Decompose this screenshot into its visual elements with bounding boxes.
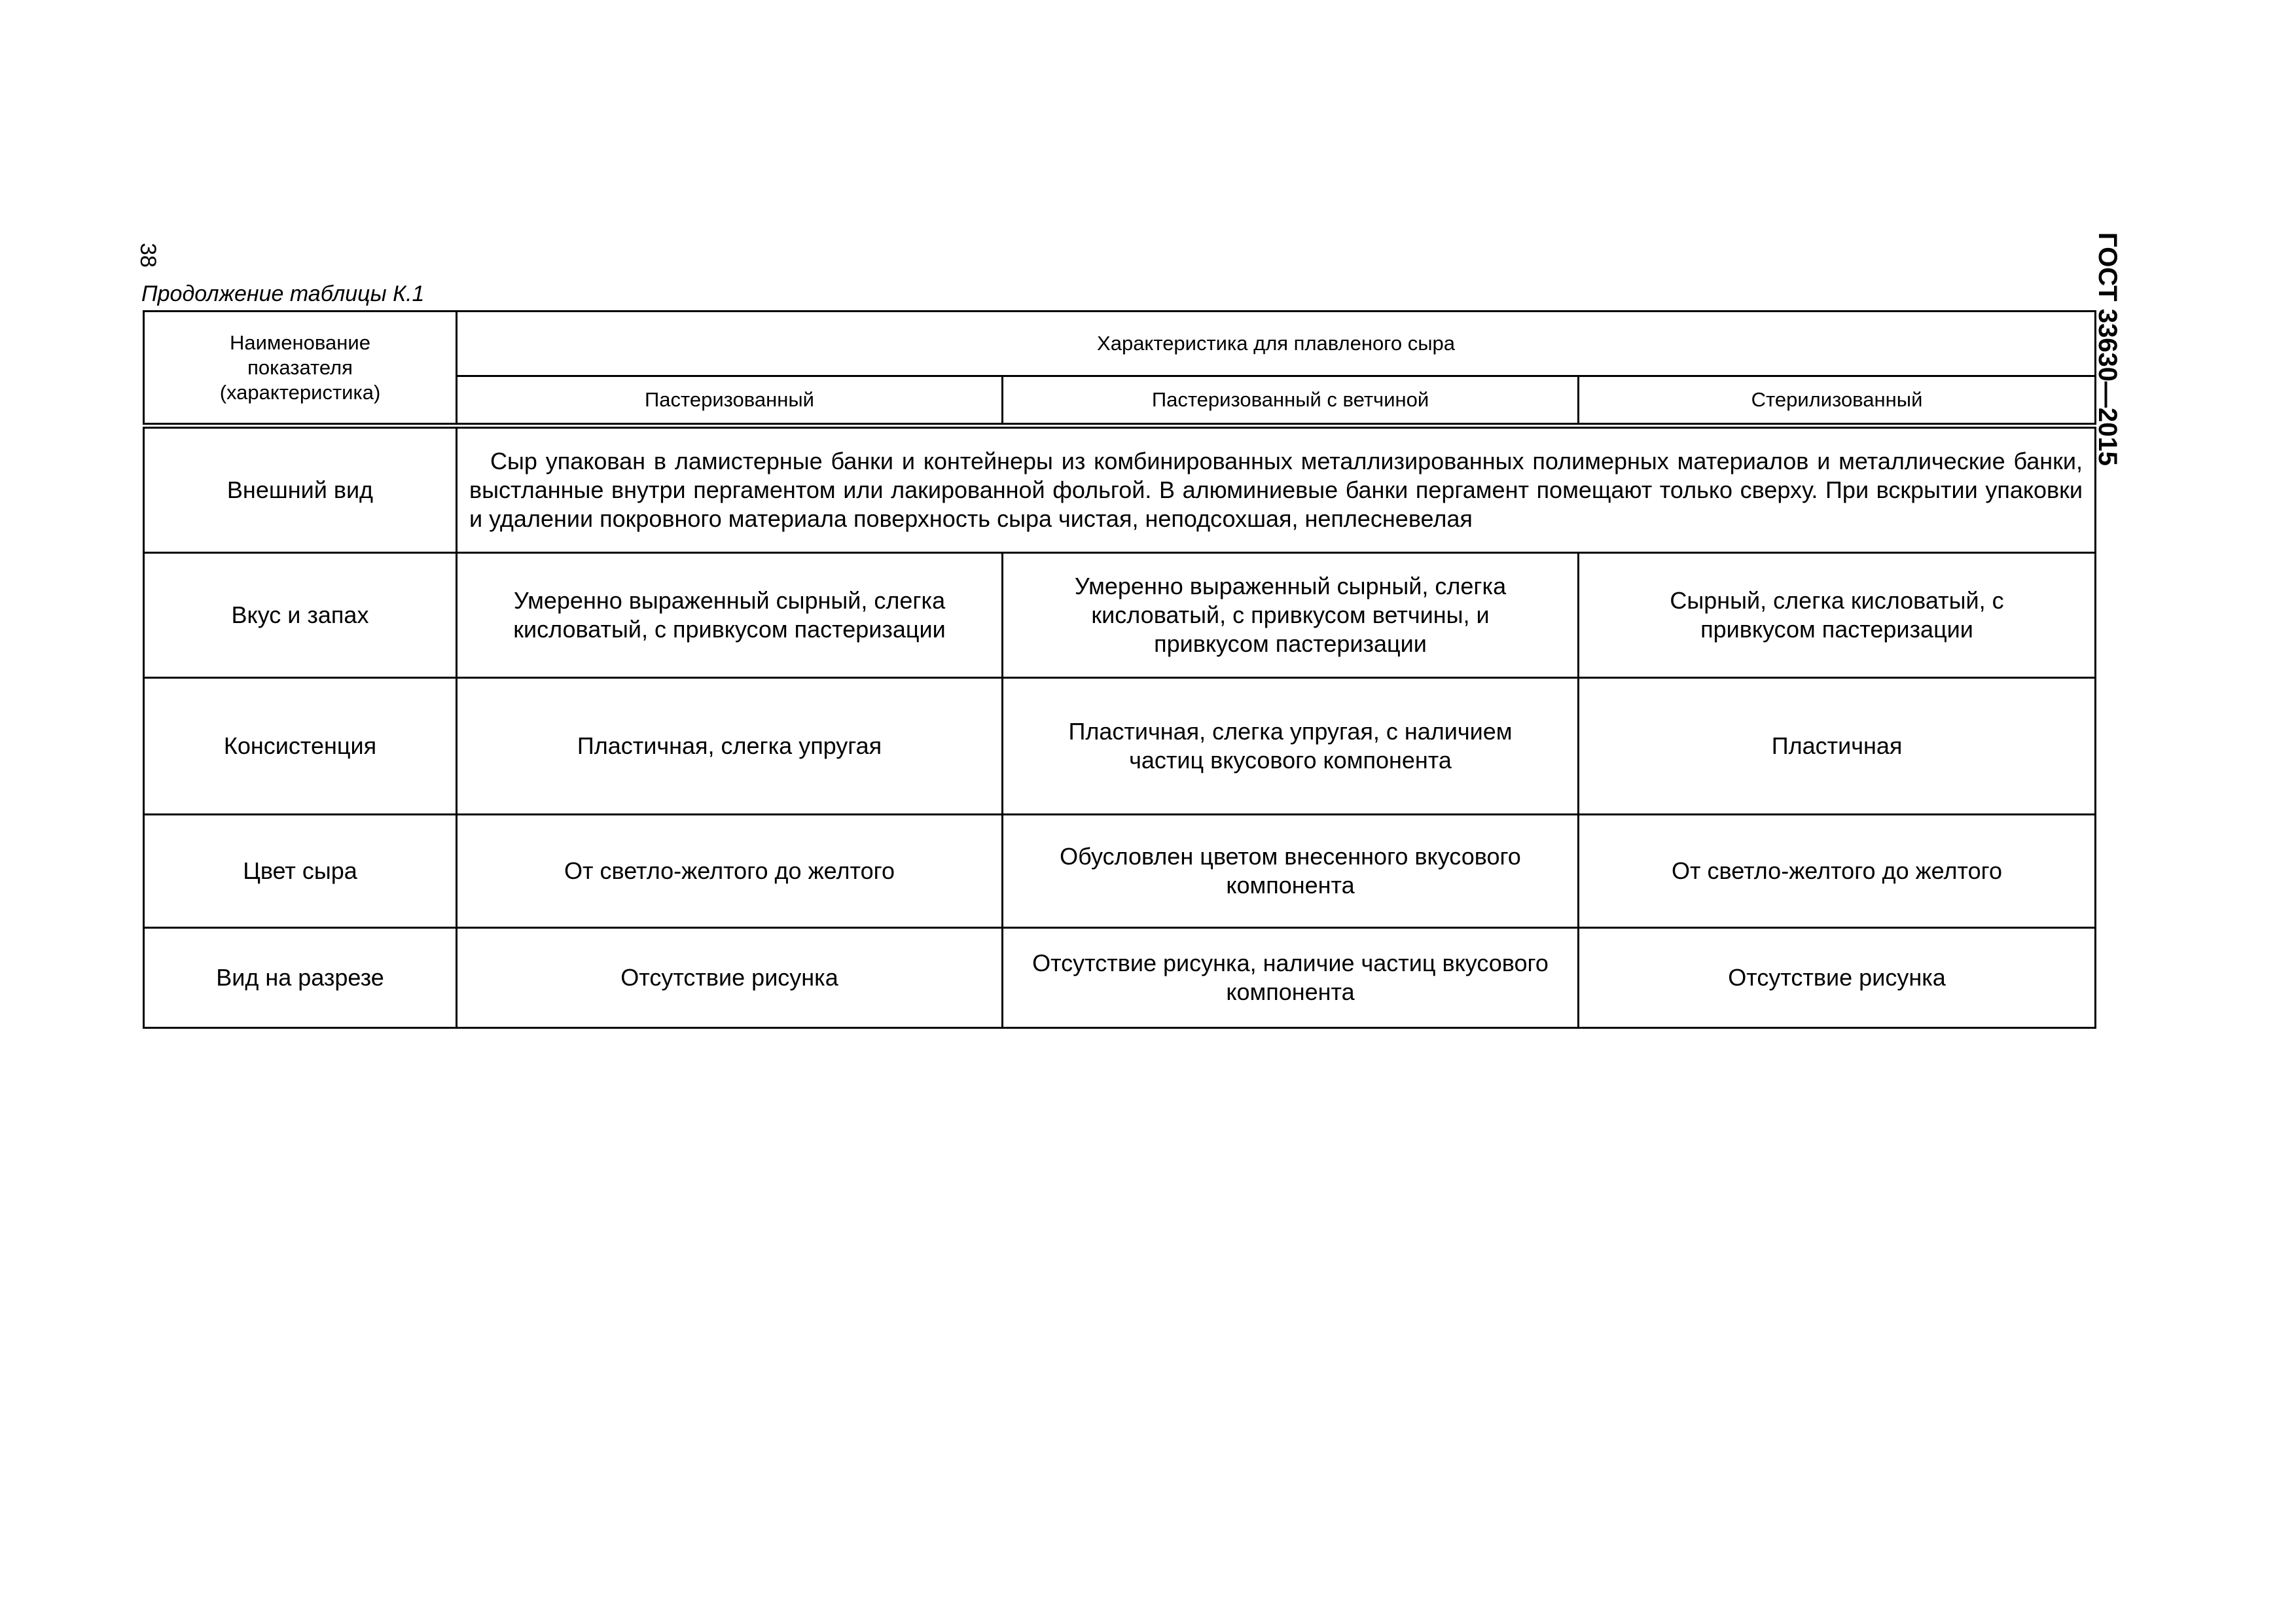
table-cell: Пластичная xyxy=(1579,678,2096,815)
header-col-pasteurized: Пастеризованный xyxy=(457,376,1003,426)
table-cell: От светло-желтого до желтого xyxy=(1579,815,2096,928)
table-cell: Сырный, слегка кисловатый, с привкусом пастеризации xyxy=(1579,553,2096,678)
table-cell: Пластичная, слегка упругая xyxy=(457,678,1003,815)
row-name: Консистенция xyxy=(144,678,457,815)
table-cell: Отсутствие рисунка, наличие частиц вкусового компонента xyxy=(1003,928,1579,1028)
table-row xyxy=(144,928,2096,1028)
header-col-pasteurized-ham: Пастеризованный с ветчиной xyxy=(1003,376,1579,426)
row-name: Вкус и запах xyxy=(144,553,457,678)
table-row xyxy=(144,815,2096,928)
table-cell: Умеренно выраженный сырный, слегка кисловатый, с привкусом ветчины, и привкусом пастеризации xyxy=(1003,553,1579,678)
table-cell: Умеренно выраженный сырный, слегка кисловатый, с привкусом пастеризации xyxy=(457,553,1003,678)
table-cell: Пластичная, слегка упругая, с наличием частиц вкусового компонента xyxy=(1003,678,1579,815)
table-row xyxy=(144,553,2096,678)
header-indicator: Наименование показателя (характеристика) xyxy=(144,312,457,426)
characteristics-table xyxy=(143,310,2096,1029)
header-col-sterilized: Стерилизованный xyxy=(1579,376,2096,426)
header-group: Характеристика для плавленого сыра xyxy=(457,312,2096,376)
merged-cell: Сыр упакован в ламистерные банки и контейнеры из комбинированных металлизированных полимерных материалов и металлические банки, выстланные внутри пергаментом или лакированной фольгой. В алюминиевые банки пергамент помещают только сверху. При вскрытии упаковки и удалении покровного материала поверхность сыра чистая, неподсохшая, неплесневелая xyxy=(457,426,2096,553)
table-cell: Обусловлен цветом внесенного вкусового компонента xyxy=(1003,815,1579,928)
row-name: Внешний вид xyxy=(144,426,457,553)
row-name: Вид на разрезе xyxy=(144,928,457,1028)
table-row xyxy=(144,426,2096,553)
row-name: Цвет сыра xyxy=(144,815,457,928)
table-cell: От светло-желтого до желтого xyxy=(457,815,1003,928)
table-cell: Отсутствие рисунка xyxy=(1579,928,2096,1028)
table-cell: Отсутствие рисунка xyxy=(457,928,1003,1028)
page-number: 38 xyxy=(135,243,160,268)
table-row xyxy=(144,678,2096,815)
standard-id-text: ГОСТ 33630—2015 xyxy=(2093,232,2122,466)
table-caption: Продолжение таблицы К.1 xyxy=(141,281,425,306)
